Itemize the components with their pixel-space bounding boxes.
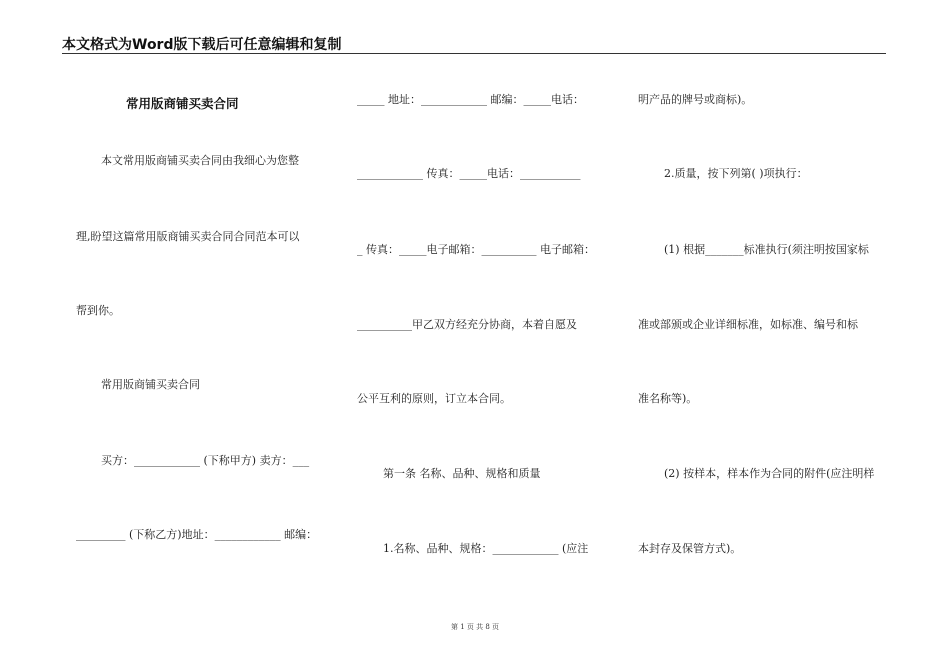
column-2-line: _____ 地址：____________ 邮编：_____电话： [357, 93, 584, 106]
column-3-line: 准名称等)。 [638, 392, 698, 405]
column-1-line: 常用版商铺买卖合同 [101, 378, 200, 391]
column-2-line: 第一条 名称、品种、规格和质量 [383, 467, 541, 480]
column-3-line: 明产品的牌号或商标)。 [638, 93, 753, 106]
column-2-line: __________甲乙双方经充分协商，本着自愿及 [357, 318, 577, 331]
column-1-line: 帮到你。 [76, 304, 120, 317]
header-divider [62, 53, 886, 54]
column-1-line: 本文常用版商铺买卖合同由我细心为您整 [101, 154, 299, 167]
column-2-line: _ 传真：_____电子邮箱：__________ 电子邮箱： [357, 243, 595, 256]
column-2-line: 1.名称、品种、规格：____________ (应注 [383, 542, 589, 555]
column-1-line: 理,盼望这篇常用版商铺买卖合同合同范本可以 [76, 230, 300, 243]
column-1-line: _________ (下称乙方)地址：____________ 邮编： [76, 528, 318, 541]
column-2-line: ____________ 传真：_____电话：___________ [357, 167, 581, 180]
column-3-line: 2.质量，按下列第( )项执行： [664, 167, 808, 180]
column-1-line: 买方：____________ (下称甲方) 卖方：___ [101, 454, 310, 467]
column-2-line: 公平互利的原则，订立本合同。 [357, 392, 511, 405]
document-title: 常用版商铺买卖合同 [126, 96, 239, 111]
page-number: 第 1 页 共 8 页 [450, 623, 500, 631]
document-header: 本文格式为Word版下载后可任意编辑和复制 [62, 37, 342, 53]
column-3-line: (2) 按样本，样本作为合同的附件(应注明样 [664, 467, 875, 480]
column-3-line: 准或部颁或企业详细标准，如标准、编号和标 [638, 318, 858, 331]
column-3-line: 本封存及保管方式)。 [638, 542, 742, 555]
column-3-line: (1) 根据_______标准执行(须注明按国家标 [664, 243, 869, 256]
